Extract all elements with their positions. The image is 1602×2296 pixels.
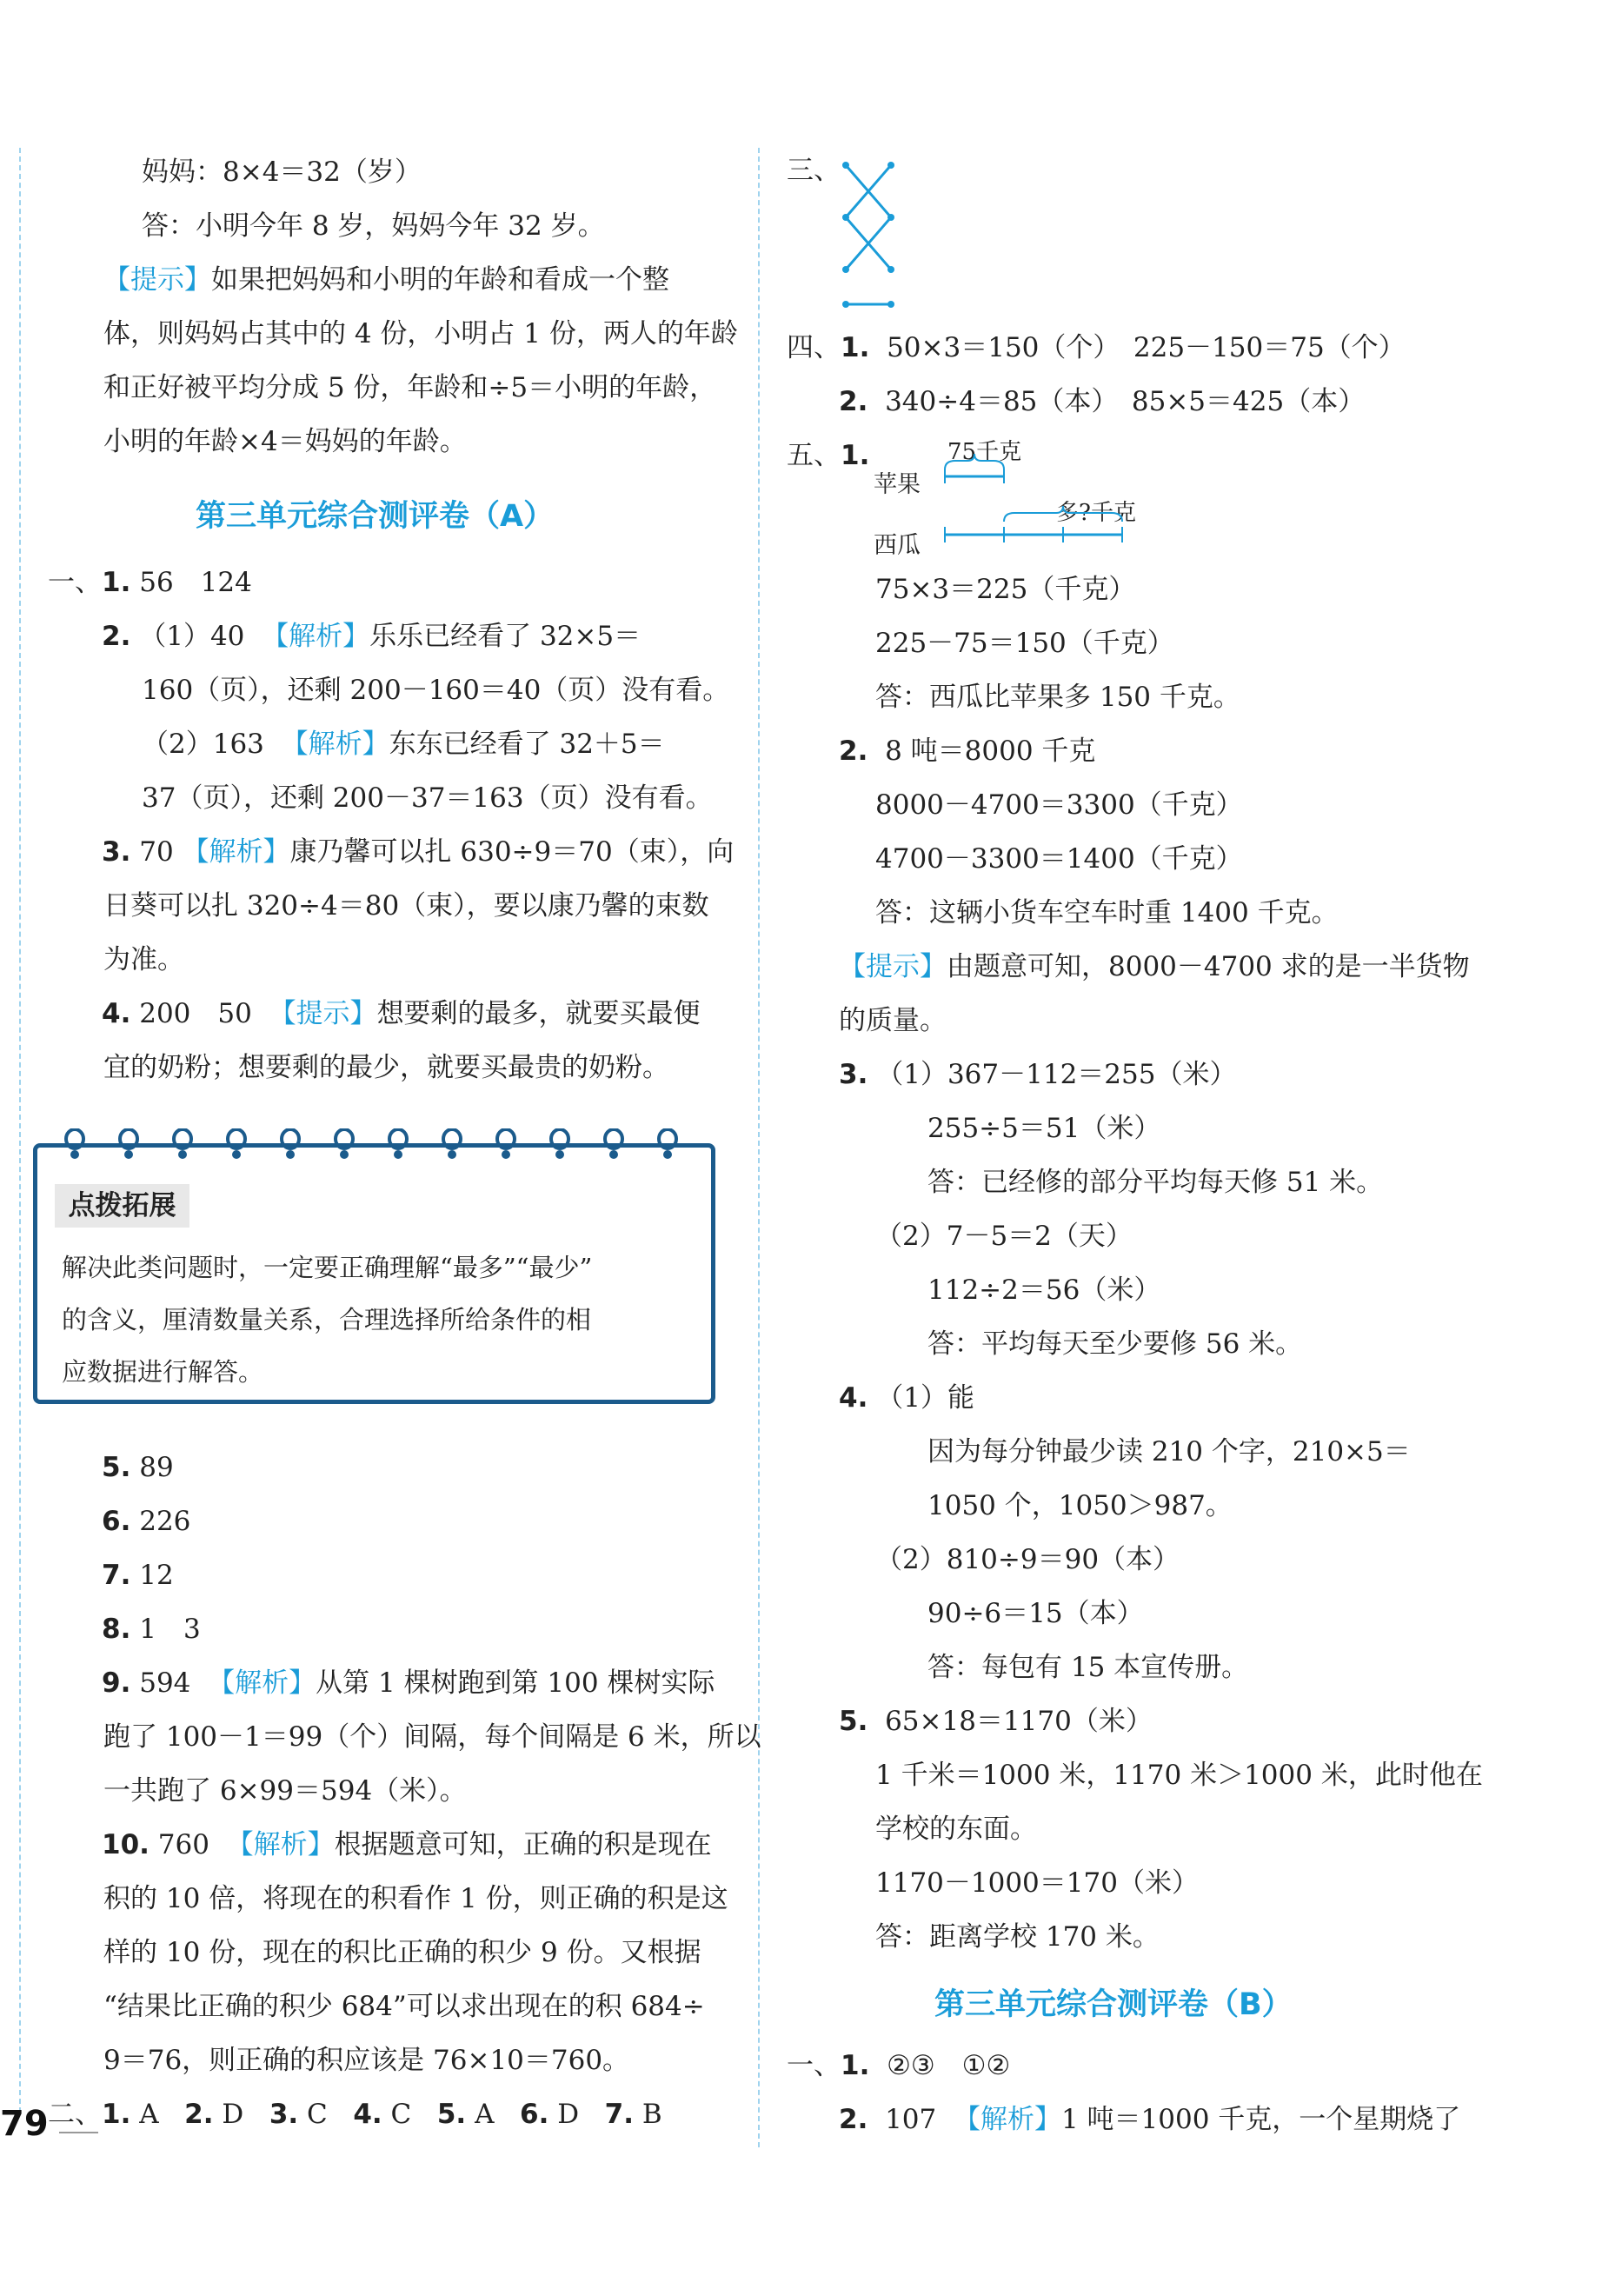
hint-tag: 【提示】 (103, 264, 211, 296)
p5q4-a: 4. （1）能 (839, 1382, 974, 1414)
p5q3-a-line-3: 答：已经修的部分平均每天修 51 米。 (927, 1167, 1384, 1198)
p5q3-a: 3. （1）367－112＝255（米） (839, 1059, 1237, 1090)
p5q4-b-line-3: 答：每包有 15 本宣传册。 (927, 1652, 1249, 1683)
q3-line-2: 日葵可以扎 320÷4＝80（束），要以康乃馨的束数 (103, 890, 709, 922)
p5q1-line-1: 75×3＝225（千克） (875, 574, 1136, 605)
tip-box-title: 点拨拓展 (55, 1184, 189, 1228)
q3: 3. 70 【解析】康乃馨可以扎 630÷9＝70（束），向 (102, 836, 735, 868)
column-divider-left (19, 148, 21, 2113)
q9-line-2: 跑了 100－1＝99（个）间隔，每个间隔是 6 米，所以 (103, 1721, 761, 1753)
q9: 9. 594 【解析】从第 1 棵树跑到第 100 棵树实际 (102, 1667, 715, 1699)
matching-lines-diagram (839, 156, 908, 322)
part2-answers: 二、1. A 2. D 3. C 4. C 5. A 6. D 7. B (48, 2099, 662, 2130)
p5q4-b: （2）810÷9＝90（本） (875, 1544, 1180, 1575)
diagram-top-label: 75千克 (947, 439, 1022, 465)
ring-icon (656, 1128, 679, 1163)
tip-box (33, 1143, 715, 1404)
p5q5-line-4: 1170－1000＝170（米） (875, 1867, 1199, 1899)
ring-icon (171, 1128, 194, 1163)
part4-q2: 2. 340÷4＝85（本） 85×5＝425（本） (839, 386, 1366, 417)
p5q2-line-4: 答：这辆小货车空车时重 1400 千克。 (875, 897, 1339, 928)
ring-icon (602, 1128, 625, 1163)
page-number: 79 (0, 2104, 49, 2144)
part5-q1-label: 五、1. (787, 440, 870, 471)
q6: 6. 226 (102, 1506, 191, 1537)
q10-line-2: 积的 10 倍，将现在的积看作 1 份，则正确的积是这 (103, 1883, 728, 1914)
q9-line-3: 一共跑了 6×99＝594（米）。 (103, 1775, 467, 1807)
tip-box-line-3: 应数据进行解答。 (62, 1357, 264, 1387)
diagram-melon-label: 西瓜 (874, 532, 921, 559)
column-divider-middle (758, 148, 760, 2147)
q1: 一、1. 56 124 (48, 567, 252, 598)
b-q2: 2. 107 【解析】1 吨＝1000 千克，一个星期烧了 (839, 2104, 1461, 2135)
section-title-a: 第三单元综合测评卷（A） (196, 499, 555, 534)
hint-1-line-1: 【提示】如果把妈妈和小明的年龄和看成一个整 (103, 264, 669, 296)
p5q3-b-line-2: 112÷2＝56（米） (927, 1274, 1161, 1306)
hint-1-line-3: 和正好被平均分成 5 份，年龄和÷5＝小明的年龄， (103, 372, 717, 403)
ring-icon (117, 1128, 140, 1163)
tip-box-line-1: 解决此类问题时，一定要正确理解“最多”“最少” (62, 1253, 593, 1282)
p5q3-a-line-2: 255÷5＝51（米） (927, 1113, 1161, 1144)
ring-icon (495, 1128, 517, 1163)
p5q4-a-line-1: 因为每分钟最少读 210 个字，210×5＝ (927, 1436, 1411, 1467)
hint-1-line-2: 体，则妈妈占其中的 4 份，小明占 1 份，两人的年龄 (103, 318, 738, 349)
p5q2-hint-line-2: 的质量。 (839, 1005, 947, 1036)
p5q2-line-3: 4700－3300＝1400（千克） (875, 843, 1243, 875)
ring-icon (225, 1128, 248, 1163)
q10: 10. 760 【解析】根据题意可知，正确的积是现在 (102, 1829, 712, 1860)
q3-line-3: 为准。 (103, 944, 184, 975)
ring-icon (63, 1128, 86, 1163)
p5q3-b-line-3: 答：平均每天至少要修 56 米。 (927, 1328, 1303, 1360)
q4-line-2: 宜的奶粉；想要剩的最少，就要买最贵的奶粉。 (103, 1052, 669, 1083)
q2-a: 2. （1）40 【解析】乐乐已经看了 32×5＝ (102, 621, 641, 652)
p5q1-line-3: 答：西瓜比苹果多 150 千克。 (875, 682, 1240, 713)
line-segment-diagram (943, 452, 1169, 548)
ring-icon (333, 1128, 356, 1163)
q4: 4. 200 50 【提示】想要剩的最多，就要买最便 (102, 998, 701, 1029)
q2-b: （2）163 【解析】东东已经看了 32＋5＝ (142, 729, 665, 760)
p5q2-line-2: 8000－4700＝3300（千克） (875, 789, 1243, 821)
page-number-rule (59, 2132, 98, 2133)
part3-label: 三、 (787, 155, 841, 186)
p5q3-b: （2）7－5＝2（天） (875, 1221, 1133, 1252)
q8: 8. 1 3 (102, 1614, 201, 1645)
ring-icon (279, 1128, 302, 1163)
q10-line-5: 9＝76，则正确的积应该是 76×10＝760。 (103, 2045, 630, 2076)
q2-b-line-2: 37（页），还剩 200－37＝163（页）没有看。 (142, 782, 713, 814)
answer-line: 答：小明今年 8 岁，妈妈今年 32 岁。 (142, 210, 605, 242)
tip-box-line-2: 的含义，厘清数量关系，合理选择所给条件的相 (62, 1305, 592, 1334)
section-title-b: 第三单元综合测评卷（B） (934, 1987, 1293, 2022)
q2-a-line-2: 160（页），还剩 200－160＝40（页）没有看。 (142, 675, 730, 706)
ring-icon (387, 1128, 409, 1163)
hint-1-line-4: 小明的年龄×4＝妈妈的年龄。 (103, 426, 467, 457)
p5q2-hint: 【提示】由题意可知，8000－4700 求的是一半货物 (839, 951, 1470, 982)
p5q2: 2. 8 吨＝8000 千克 (839, 735, 1096, 767)
q7: 7. 12 (102, 1560, 174, 1591)
mother-age-line: 妈妈：8×4＝32（岁） (142, 156, 422, 188)
b-q1: 一、1. ②③ ①② (787, 2050, 1011, 2081)
ring-icon (441, 1128, 463, 1163)
diagram-more-label: 多?千克 (1056, 500, 1136, 526)
p5q4-a-line-2: 1050 个，1050＞987。 (927, 1490, 1233, 1521)
p5q5-line-5: 答：距离学校 170 米。 (875, 1921, 1160, 1953)
q5: 5. 89 (102, 1452, 174, 1483)
diagram-apple-label: 苹果 (874, 471, 921, 498)
p5q5: 5. 65×18＝1170（米） (839, 1706, 1153, 1737)
q10-line-4: “结果比正确的积少 684”可以求出现在的积 684÷ (103, 1991, 705, 2022)
part4-q1: 四、1. 50×3＝150（个） 225－150＝75（个） (787, 332, 1406, 363)
p5q4-b-line-2: 90÷6＝15（本） (927, 1598, 1144, 1629)
p5q5-line-3: 学校的东面。 (875, 1814, 1037, 1845)
p5q1-line-2: 225－75＝150（千克） (875, 628, 1174, 659)
p5q5-line-2: 1 千米＝1000 米，1170 米＞1000 米，此时他在 (875, 1760, 1483, 1791)
ring-icon (548, 1128, 571, 1163)
q10-line-3: 样的 10 份，现在的积比正确的积少 9 份。又根据 (103, 1937, 701, 1968)
